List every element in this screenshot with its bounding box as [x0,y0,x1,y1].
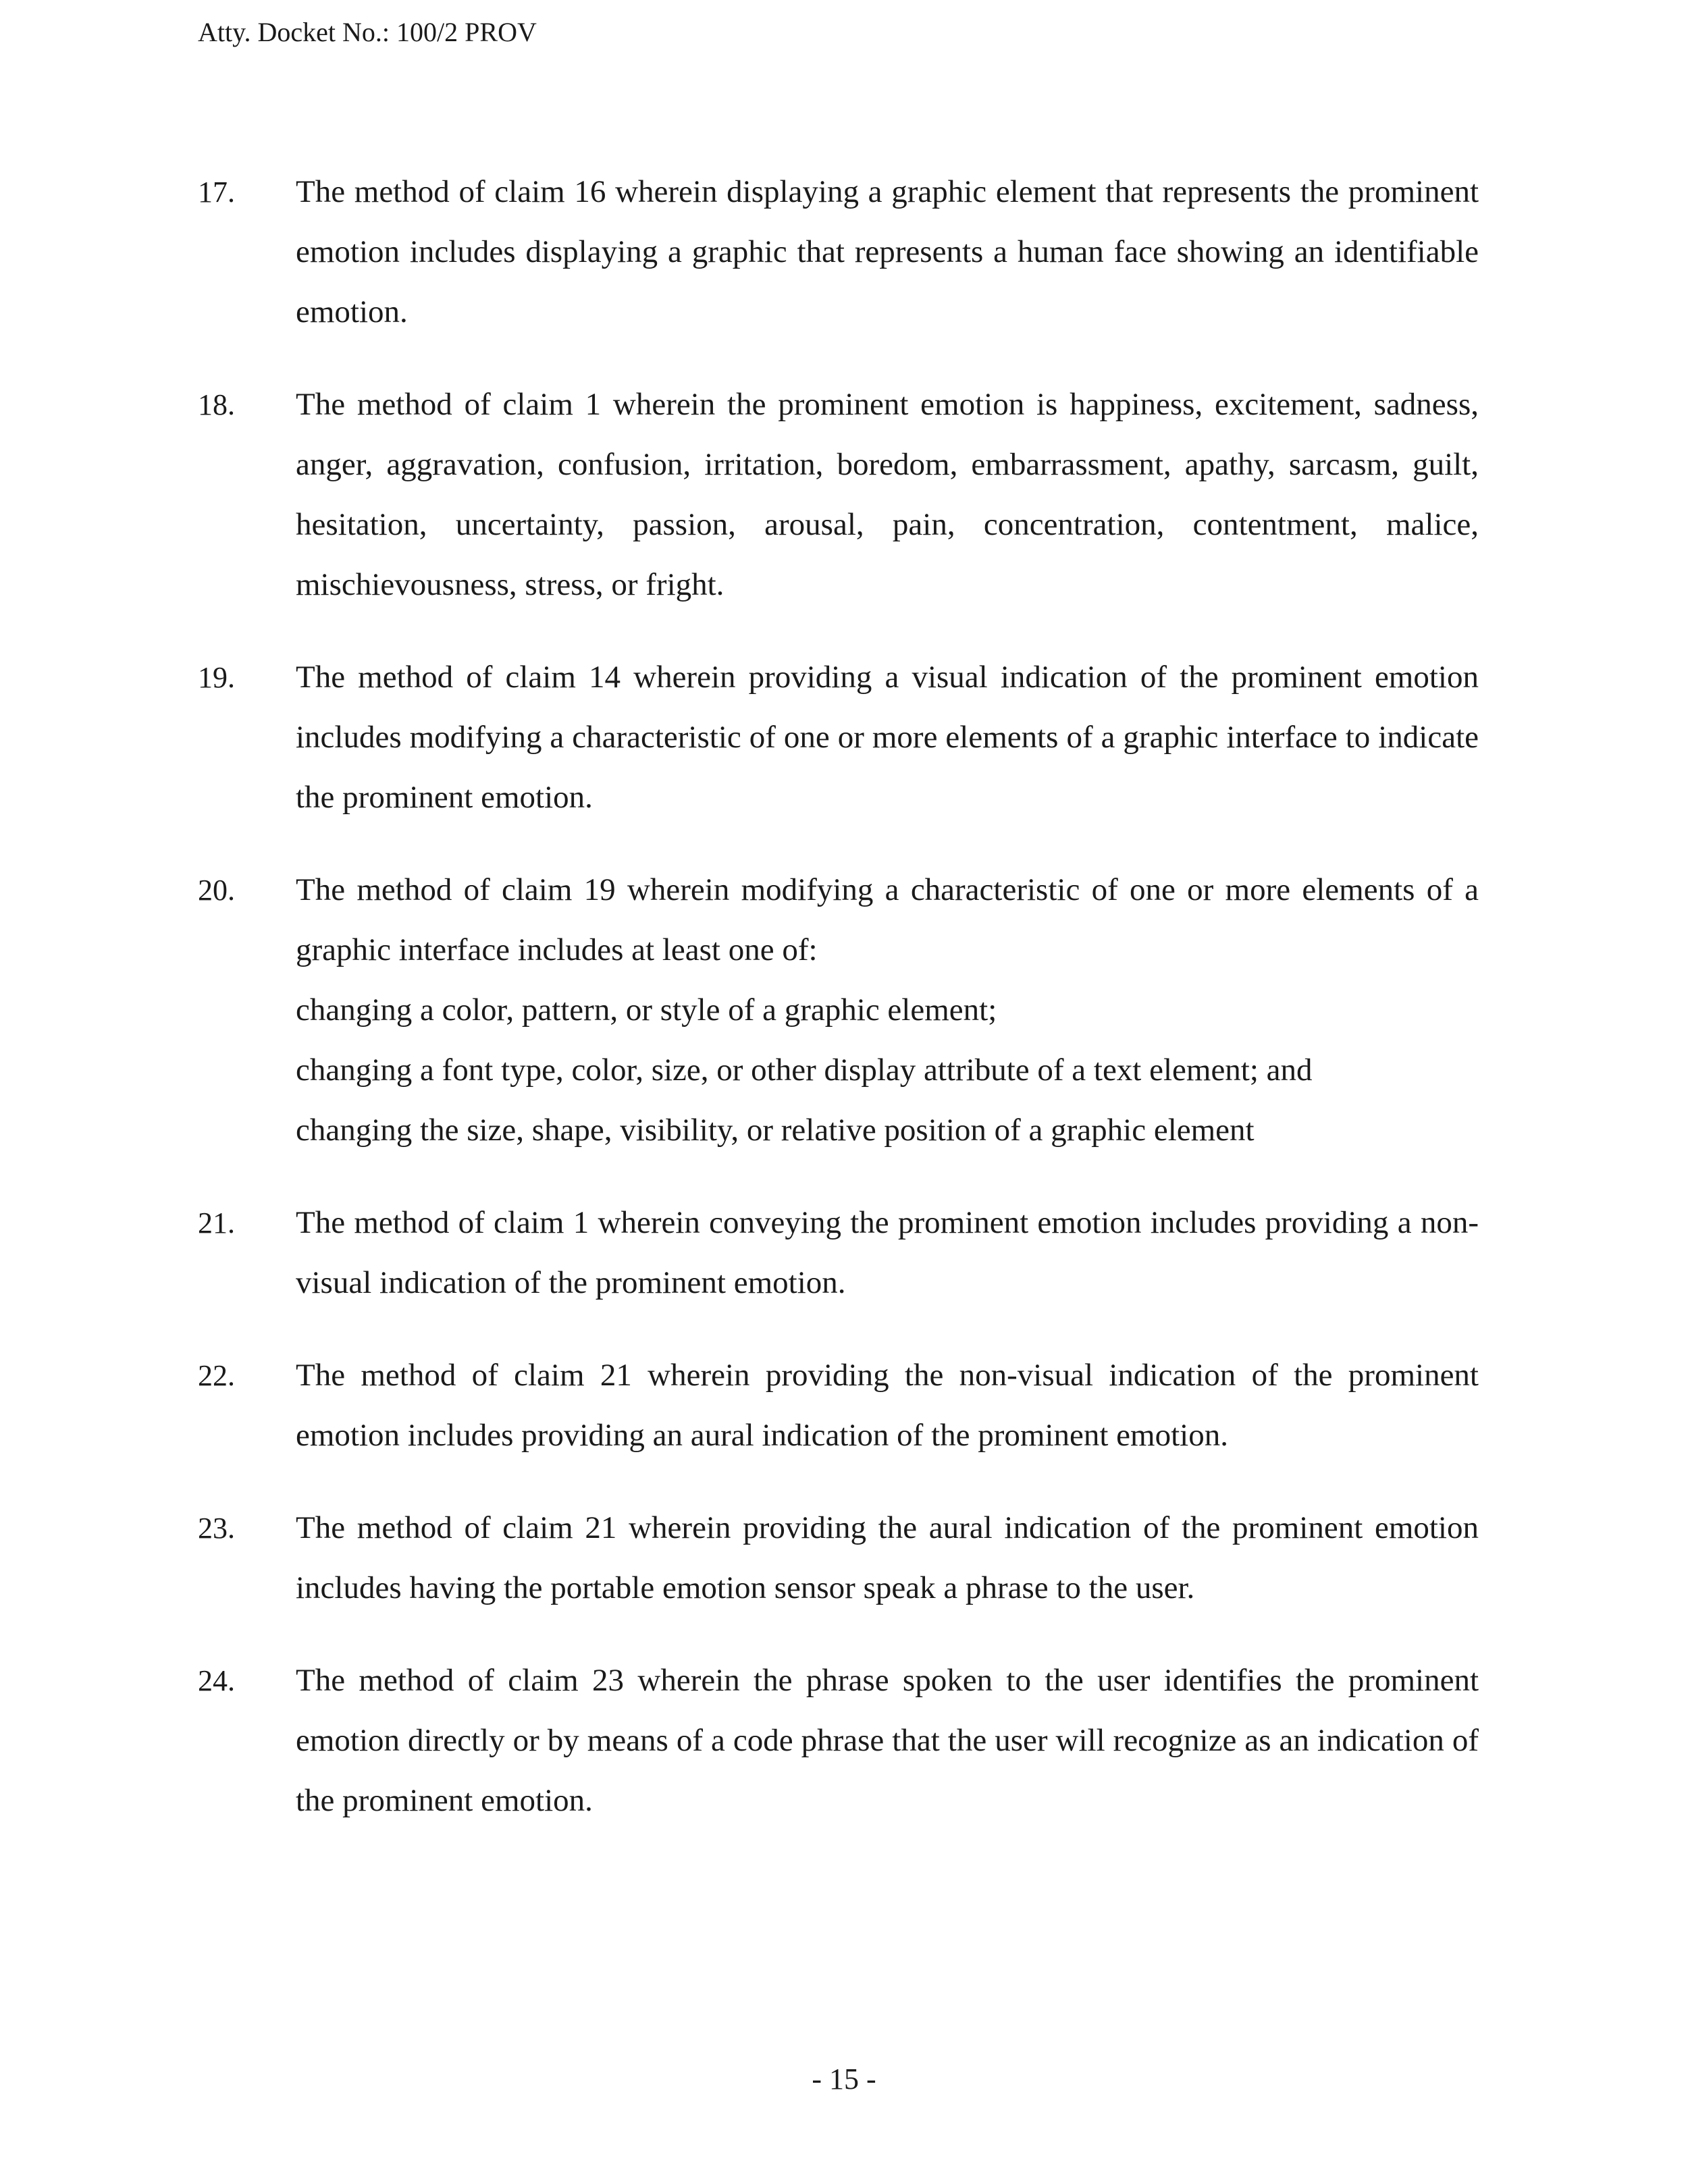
claim-number: 19. [198,661,235,694]
claim-text: The method of claim 14 wherein providing a visual indication of the prominent emotion includes modifying a characteristic of one or more elements of a graphic interface to indicate the prominent emotion. [296,660,1479,815]
docket-number-header: Atty. Docket No.: 100/2 PROV [198,17,537,47]
claim-number: 24. [198,1664,235,1697]
claim-21 [198,1193,1479,1313]
claim-number: 21. [198,1206,235,1240]
claim-20 [198,860,1479,1161]
claim-number: 20. [198,874,235,907]
page-number: - 15 - [812,2062,876,2096]
claim-subitem: changing a font type, color, size, or other display attribute of a text element; and [296,1053,1313,1088]
claim-text: The method of claim 21 wherein providing the aural indication of the prominent emotion includes having the portable emotion sensor speak a phrase to the user. [296,1510,1479,1605]
claim-text: The method of claim 23 wherein the phrase spoken to the user identifies the prominent emotion directly or by means of a code phrase that the user will recognize as an indication of the prominent emotion. [296,1663,1479,1818]
claim-text: The method of claim 16 wherein displaying a graphic element that represents the prominent emotion includes displaying a graphic that represents a human face showing an identifiable emotion. [296,174,1479,329]
claim-text: The method of claim 21 wherein providing the non-visual indication of the prominent emotion includes providing an aural indication of the prominent emotion. [296,1358,1479,1453]
claim-number: 17. [198,176,235,209]
claim-19 [198,647,1479,828]
claim-18 [198,375,1479,615]
claim-text: The method of claim 1 wherein the prominent emotion is happiness, excitement, sadness, anger, aggravation, confusion, irritation, boredom, embarrassment, apathy, sarcasm, guilt, hesitation, uncertainty, passion, arousal, pain, concentration, contentment, malice, mischievousness, stress, or fright. [296,387,1479,602]
claim-24 [198,1651,1479,1831]
claim-text: The method of claim 1 wherein conveying the prominent emotion includes providing a non-visual indication of the prominent emotion. [296,1205,1479,1300]
claim-subitem: changing a color, pattern, or style of a graphic element; [296,992,997,1028]
claim-20-subitems [296,980,1479,1161]
claim-number: 22. [198,1359,235,1392]
claim-number: 23. [198,1512,235,1545]
claim-22 [198,1346,1479,1466]
claim-subitem: changing the size, shape, visibility, or relative position of a graphic element [296,1113,1255,1148]
claim-23 [198,1498,1479,1618]
claim-number: 18. [198,388,235,421]
claims-list [198,162,1479,1863]
claim-17 [198,162,1479,342]
claim-text: The method of claim 19 wherein modifying a characteristic of one or more elements of a graphic interface includes at least one of: [296,872,1479,967]
